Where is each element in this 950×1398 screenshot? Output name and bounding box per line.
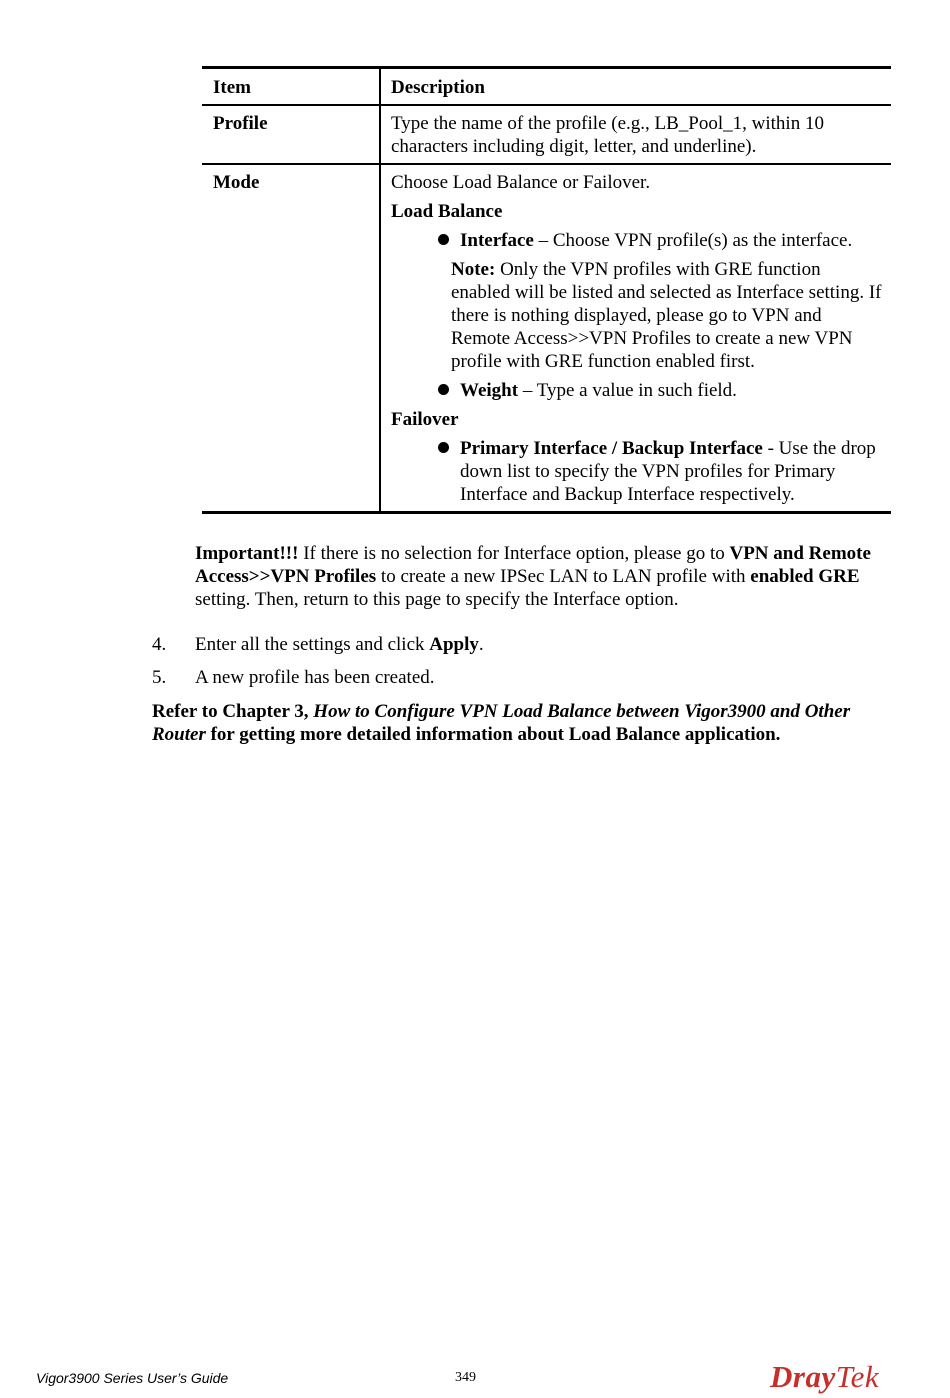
important-label: Important!!!: [195, 543, 299, 564]
step-tail: .: [478, 634, 484, 655]
step-bold: Apply: [429, 634, 479, 655]
important-note: [195, 542, 895, 611]
primary-label: Primary Interface / Backup Interface: [460, 438, 763, 459]
item-profile: Profile: [202, 106, 381, 163]
refer-tail: for getting more detailed information about Load Balance application.: [205, 724, 781, 745]
step-4: [152, 633, 484, 656]
note-label: Note:: [451, 259, 496, 280]
step-number: 4.: [152, 634, 167, 655]
bullet-primary-backup: [391, 437, 883, 506]
refer-chapter-title: How to Configure VPN Load Balance between Vigor3900 and Other Router: [152, 701, 851, 745]
failover-title: Failover: [391, 409, 459, 430]
load-balance-title: Load Balance: [391, 201, 503, 222]
desc-mode: [381, 165, 891, 511]
important-bold-1: VPN and Remote Access>>VPN Profiles: [195, 543, 871, 587]
important-bold-2: enabled GRE: [750, 566, 860, 587]
bullet-dot-icon: [438, 234, 449, 245]
step-5: [152, 666, 435, 689]
bullet-weight: [391, 379, 883, 402]
interface-label: Interface: [460, 230, 534, 251]
note-text: Only the VPN profiles with GRE function enabled will be listed and selected as Interface setting. If there is nothing displayed, please go to VPN and Remote Access>>VPN Profiles to create a new VPN profile with GRE function enabled first.: [451, 259, 882, 372]
refer-lead: Refer to Chapter 3,: [152, 701, 314, 722]
draytek-logo: [770, 1360, 879, 1394]
interface-text: – Choose VPN profile(s) as the interface.: [533, 230, 853, 251]
table-row-profile: [202, 106, 891, 163]
table-header-row: [202, 69, 891, 106]
header-description: Description: [391, 77, 485, 98]
logo-dray: Dray: [770, 1359, 836, 1394]
refer-paragraph: [152, 700, 897, 746]
description-table: [202, 66, 891, 514]
table-row-mode: [202, 163, 891, 511]
primary-text: - Use the drop down list to specify the VPN profiles for Primary Interface and Backup Interface respectively.: [460, 438, 876, 505]
bullet-interface: [391, 229, 883, 252]
item-mode: Mode: [202, 165, 381, 511]
step-number: 5.: [152, 667, 167, 688]
page-number: 349: [455, 1370, 476, 1385]
step-text: Enter all the settings and click: [195, 634, 430, 655]
logo-tek: Tek: [835, 1359, 880, 1394]
header-item: Item: [202, 69, 381, 104]
note-paragraph: [391, 258, 883, 373]
bullet-dot-icon: [438, 384, 449, 395]
footer-guide-title: Vigor3900 Series User’s Guide: [36, 1370, 229, 1386]
desc-profile: Type the name of the profile (e.g., LB_Pool_1, within 10 characters including digit, letter, and underline).: [391, 113, 824, 157]
weight-label: Weight: [460, 380, 519, 401]
important-text-3: setting. Then, return to this page to specify the Interface option.: [195, 589, 679, 610]
important-text-1: If there is no selection for Interface option, please go to: [298, 543, 730, 564]
mode-intro: Choose Load Balance or Failover.: [391, 172, 651, 193]
weight-text: – Type a value in such field.: [518, 380, 737, 401]
important-text-2: to create a new IPSec LAN to LAN profile with: [376, 566, 751, 587]
step-text: A new profile has been created.: [195, 667, 435, 688]
bullet-dot-icon: [438, 442, 449, 453]
